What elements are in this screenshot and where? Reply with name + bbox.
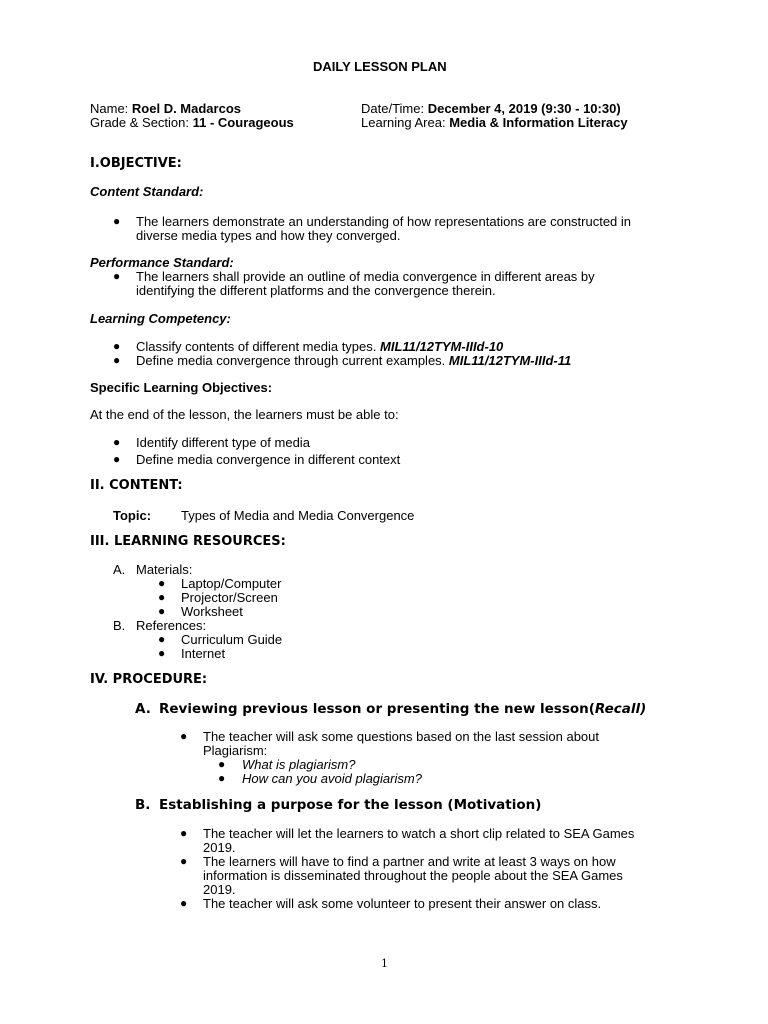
materials-label: Materials: <box>136 562 193 577</box>
specific-objectives-intro: At the end of the lesson, the learners must be able to: <box>90 407 399 422</box>
objective-heading: I.OBJECTIVE: <box>90 156 182 171</box>
date-value: December 4, 2019 (9:30 - 10:30) <box>427 101 621 116</box>
procedure-b-item-3-line: The teacher will ask some volunteer to present their answer on class. <box>203 896 602 911</box>
name-row <box>90 102 241 116</box>
bullet-icon: ● <box>113 214 121 228</box>
bullet-icon: ● <box>158 576 166 590</box>
procedure-b-title: Establishing a purpose for the lesson (Motivation) <box>159 797 542 813</box>
bullet-icon: ● <box>113 353 121 367</box>
name-value: Roel D. Madarcos <box>131 101 241 116</box>
references-label: References: <box>136 618 207 633</box>
competency-item-1 <box>136 340 503 354</box>
topic-value: Types of Media and Media Convergence <box>181 508 415 523</box>
name-label: Name: <box>90 101 132 116</box>
procedure-a-marker: A. <box>135 701 151 717</box>
procedure-a-question: What is plagiarism? <box>242 757 356 772</box>
reference-item: Internet <box>181 646 226 661</box>
bullet-icon: ● <box>180 854 188 868</box>
bullet-icon: ● <box>180 826 188 840</box>
reference-item: Curriculum Guide <box>181 632 283 647</box>
bullet-icon: ● <box>218 771 226 785</box>
resources-heading: III. LEARNING RESOURCES: <box>90 534 286 549</box>
procedure-b-item-2-line: The learners will have to find a partner and write at least 3 ways on how <box>203 854 616 869</box>
specific-item-2: Define media convergence in different context <box>136 452 401 467</box>
topic-label: Topic: <box>113 508 152 523</box>
competency-text: Classify contents of different media types. <box>136 339 380 354</box>
bullet-icon: ● <box>158 646 166 660</box>
date-row <box>361 102 621 116</box>
performance-standard-label: Performance Standard: <box>90 255 234 270</box>
specific-item-1: Identify different type of media <box>136 435 310 450</box>
procedure-b-item-1-line: The teacher will let the learners to watch a short clip related to SEA Games <box>203 826 635 841</box>
references-marker: B. <box>113 618 126 633</box>
content-standard-line-2: diverse media types and how they converged. <box>136 228 401 243</box>
procedure-a-line-1: The teacher will ask some questions based on the last session about <box>203 729 600 744</box>
area-row <box>361 116 628 130</box>
area-value: Media & Information Literacy <box>449 115 628 130</box>
grade-label: Grade & Section: <box>90 115 193 130</box>
material-item: Worksheet <box>181 604 243 619</box>
procedure-a-question: How can you avoid plagiarism? <box>242 771 422 786</box>
procedure-a-title-italic: Recall) <box>594 701 647 717</box>
date-label: Date/Time: <box>361 101 428 116</box>
bullet-icon: ● <box>180 729 188 743</box>
procedure-b-marker: B. <box>135 797 151 813</box>
content-heading: II. CONTENT: <box>90 478 183 493</box>
competency-text: Define media convergence through current examples. <box>136 353 449 368</box>
grade-value: 11 - Courageous <box>192 115 294 130</box>
bullet-icon: ● <box>113 452 121 466</box>
bullet-icon: ● <box>158 604 166 618</box>
grade-row <box>90 116 294 130</box>
competency-code: MIL11/12TYM-IIId-10 <box>380 339 504 354</box>
procedure-b-item-2-line: information is disseminated throughout the people about the SEA Games <box>203 868 623 883</box>
competency-item-2 <box>136 354 571 368</box>
material-item: Laptop/Computer <box>181 576 282 591</box>
bullet-icon: ● <box>113 339 121 353</box>
bullet-icon: ● <box>180 896 188 910</box>
material-item: Projector/Screen <box>181 590 278 605</box>
materials-marker: A. <box>113 562 126 577</box>
performance-standard-line-1: The learners shall provide an outline of media convergence in different areas by <box>136 269 595 284</box>
bullet-icon: ● <box>113 435 121 449</box>
bullet-icon: ● <box>218 757 226 771</box>
competency-label: Learning Competency: <box>90 311 231 326</box>
document-title: DAILY LESSON PLAN <box>313 59 447 74</box>
specific-objectives-label: Specific Learning Objectives: <box>90 380 273 395</box>
procedure-a-title <box>159 702 646 716</box>
page-number: 1 <box>381 957 388 970</box>
performance-standard-line-2: identifying the different platforms and the convergence therein. <box>136 283 496 298</box>
bullet-icon: ● <box>158 590 166 604</box>
bullet-icon: ● <box>158 632 166 646</box>
content-standard-line-1: The learners demonstrate an understanding of how representations are constructed in <box>136 214 632 229</box>
procedure-a-title-text: Reviewing previous lesson or presenting the new lesson( <box>159 701 595 717</box>
content-standard-label: Content Standard: <box>90 184 204 199</box>
procedure-b-item-2-line: 2019. <box>203 882 236 897</box>
procedure-heading: IV. PROCEDURE: <box>90 672 208 687</box>
bullet-icon: ● <box>113 269 121 283</box>
procedure-b-item-1-line: 2019. <box>203 840 236 855</box>
competency-code: MIL11/12TYM-IIId-11 <box>448 353 572 368</box>
procedure-a-line-2: Plagiarism: <box>203 743 268 758</box>
area-label: Learning Area: <box>361 115 450 130</box>
